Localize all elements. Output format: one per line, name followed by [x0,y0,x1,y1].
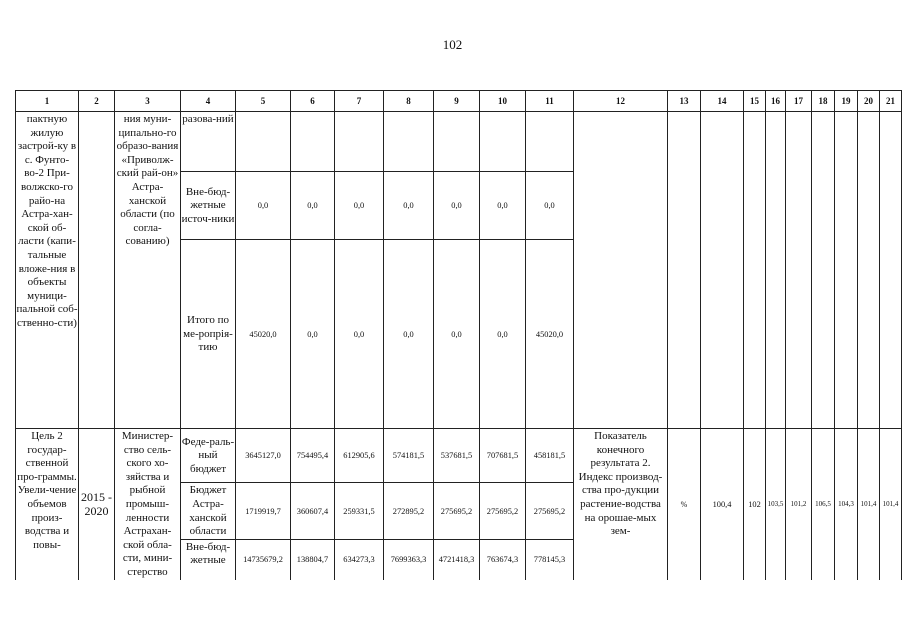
value-cell: 45020,0 [526,240,574,429]
funding-source: Итого по ме-ропрія-тию [181,240,236,429]
unit-cell: % [668,429,701,580]
funding-source: разова-ний [181,112,236,172]
page-number: 102 [442,37,463,52]
value-cell: 102 [744,429,766,580]
header-cell: 1 [16,91,79,112]
value-cell: 634273,3 [335,539,384,579]
value-cell: 104,3 [835,429,858,580]
measure-name: пактную жилую застрой-ку в с. Фунто-во-2 При-волжско-го райо-на Астра-хан-ской об-ласти (капи-тальные вложе-ния в объекты муници-пальной соб-ственно-сти) [16,112,79,429]
executor-name: ния муни-ципально-го образо-вания «Приволж-ский рай-он» Астра-ханской области (по согла-сованию) [115,112,181,429]
value-cell: 45020,0 [236,240,291,429]
value-cell: 101,2 [786,429,812,580]
header-cell: 17 [786,91,812,112]
value-cell: 0,0 [335,172,384,240]
header-cell: 14 [701,91,744,112]
value-cell: 754495,4 [291,429,335,483]
value-cell: 0,0 [291,172,335,240]
value-cell: 7699363,3 [384,539,434,579]
value-cell [480,112,526,172]
value-cell: 0,0 [434,240,480,429]
value-cell: 101,4 [858,429,880,580]
header-cell: 15 [744,91,766,112]
value-cell: 763674,3 [480,539,526,579]
executor-name: Министер-ство сель-ского хо-зяйства и рыбной промыш-ленности Астрахан-ской обла-сти, мини-стерство [115,429,181,580]
header-cell: 16 [766,91,786,112]
indicator-cell [574,112,668,429]
header-cell: 5 [236,91,291,112]
header-cell: 19 [835,91,858,112]
value-cell [835,112,858,429]
table-row [16,429,902,483]
value-cell [434,112,480,172]
goal-name: Цель 2 государ-ственной про-граммы. Увели-чение объемов произ-водства и повы- [16,429,79,580]
value-cell [744,112,766,429]
value-cell: 138804,7 [291,539,335,579]
value-cell: 275695,2 [480,483,526,540]
value-cell: 0,0 [480,172,526,240]
value-cell: 0,0 [236,172,291,240]
header-cell: 18 [812,91,835,112]
value-cell [880,112,902,429]
value-cell: 275695,2 [434,483,480,540]
value-cell: 0,0 [384,240,434,429]
header-cell: 20 [858,91,880,112]
value-cell: 0,0 [335,240,384,429]
header-cell: 9 [434,91,480,112]
funding-source: Феде-раль-ный бюджет [181,429,236,483]
header-cell: 7 [335,91,384,112]
value-cell: 574181,5 [384,429,434,483]
value-cell [526,112,574,172]
budget-table [15,90,902,580]
value-cell: 3645127,0 [236,429,291,483]
value-cell: 4721418,3 [434,539,480,579]
indicator-text: Показатель конечного результата 2. Индекс производ-ства про-дукции растение-водства на орошае-мых зем- [574,429,668,580]
value-cell [786,112,812,429]
value-cell: 458181,5 [526,429,574,483]
period-cell: 2015 - 2020 [79,429,115,580]
header-cell: 13 [668,91,701,112]
value-cell: 100,4 [701,429,744,580]
value-cell: 778145,3 [526,539,574,579]
funding-source: Бюджет Астра-ханской области [181,483,236,540]
value-cell: 0,0 [291,240,335,429]
table-row [16,112,902,172]
value-cell: 272895,2 [384,483,434,540]
value-cell: 0,0 [384,172,434,240]
value-cell [701,112,744,429]
value-cell: 275695,2 [526,483,574,540]
value-cell: 101,4 [880,429,902,580]
header-cell: 12 [574,91,668,112]
value-cell: 1719919,7 [236,483,291,540]
value-cell: 14735679,2 [236,539,291,579]
header-cell: 10 [480,91,526,112]
value-cell [812,112,835,429]
value-cell [766,112,786,429]
value-cell: 259331,5 [335,483,384,540]
value-cell: 360607,4 [291,483,335,540]
header-cell: 3 [115,91,181,112]
value-cell [236,112,291,172]
header-cell: 11 [526,91,574,112]
funding-source: Вне-бюд-жетные [181,539,236,579]
funding-source: Вне-бюд-жетные источ-ники [181,172,236,240]
value-cell [858,112,880,429]
period-cell [79,112,115,429]
value-cell: 0,0 [480,240,526,429]
value-cell: 612905,6 [335,429,384,483]
header-cell: 2 [79,91,115,112]
header-cell: 8 [384,91,434,112]
value-cell [291,112,335,172]
value-cell: 707681,5 [480,429,526,483]
unit-cell [668,112,701,429]
value-cell: 537681,5 [434,429,480,483]
header-cell: 6 [291,91,335,112]
value-cell [335,112,384,172]
value-cell: 0,0 [526,172,574,240]
value-cell: 106,5 [812,429,835,580]
value-cell [384,112,434,172]
value-cell: 0,0 [434,172,480,240]
header-cell: 4 [181,91,236,112]
value-cell: 103,5 [766,429,786,580]
header-row [16,91,902,112]
header-cell: 21 [880,91,902,112]
